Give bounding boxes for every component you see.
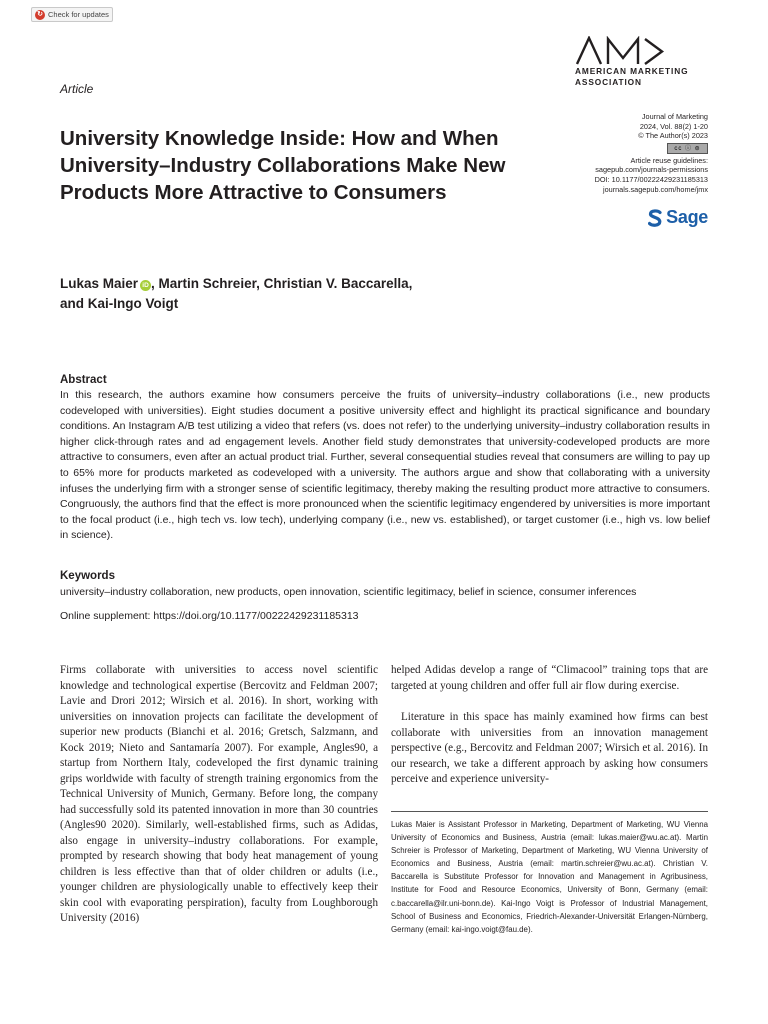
check-for-updates-button[interactable] bbox=[31, 7, 113, 22]
authors-rest-line1: , Martin Schreier, Christian V. Baccarella, bbox=[151, 276, 413, 291]
abstract-text: In this research, the authors examine how consumers perceive the fruits of university–industry collaborations (i.e., new products codeveloped with universities). Eight studies document a positive university effect and highlight its practical significance and boundary conditions. An Instagram A/B test utilizing a video that refers (vs. does not refer) to the underlying university–industry collaboration results in higher click-through rates and ad engagement levels. Another field study demonstrates that university-codeveloped products are more attractive to consumers, even after an actual product trial. Further, several consequential studies reveal that consumers are willing to pay up to 65% more for products marketed as codeveloped with a university. The authors argue and show that collaborating with a university infuses the underlying firm with a stronger sense of scientific legitimacy, thereby making the resulting product more attractive to consumers. Congruously, the authors find that the effect is more pronounced when the scientific legitimacy engendered by universities is more important to the focal product (i.e., high tech vs. low tech), underlying company (i.e., new vs. established), or target customer (i.e., high vs. low belief in science). bbox=[60, 389, 710, 542]
ama-name-line2: ASSOCIATION bbox=[575, 77, 642, 87]
body-right-paragraph-2: Literature in this space has mainly examined how firms can best collaborate with universities from an innovation management perspective (e.g., Bercovitz and Feldman 2007; Wirsich et al. 2016). In our research, we take a different approach by asking how consumers perceive and experience university- bbox=[391, 711, 708, 785]
author-list bbox=[60, 274, 530, 314]
article-title: University Knowledge Inside: How and When University–Industry Collaborations Make New Products More Attractive to Consumers bbox=[60, 127, 506, 204]
ama-name-line1: AMERICAN MARKETING bbox=[575, 66, 689, 76]
author-first[interactable]: Lukas Maier bbox=[60, 276, 139, 291]
ama-logo-mark-icon bbox=[575, 36, 665, 66]
journal-meta bbox=[528, 112, 708, 194]
ama-logo bbox=[575, 36, 710, 88]
online-supplement-link[interactable]: Online supplement: https://doi.org/10.1177/00222429231185313 bbox=[60, 610, 359, 622]
body-right-paragraph-1: helped Adidas develop a range of “Climacool” training tops that are targeted at young children and offer full air flow during exercise. bbox=[391, 664, 708, 692]
body-left-column: Firms collaborate with universities to access novel scientific knowledge and technological expertise (Bercovitz and Feldman 2007; Lavie and Drori 2012; Wirsich et al. 2016). In short, working with universities on innovation projects can facilitate the development of superior new products (Bianchi et al. 2016; Gretsch, Salzmann, and Kock 2019; Nieto and Santamaría 2007). For example, Angles90, a startup from Northern Italy, codeveloped the first dynamic training grips worldwide with faculty of strength training ergonomics from the Technical University of Munich, Germany. Before long, the company had successfully sold its patented innovation in more than 30 countries (Angles90 2020). Similarly, well-established firms, such as Adidas, also engage in university–industry collaborations. For example, prompted by research showing that body heat management of young children is less effective than that of older children or adults (i.e., younger children are physiologically unable to effectively keep their skin cool with evaporating perspiration), faculty from Loughborough University (2016) bbox=[60, 664, 378, 924]
journal-name: Journal of Marketing bbox=[641, 112, 708, 121]
cc-license-icon[interactable]: cc ⓘ ⊜ bbox=[667, 143, 708, 154]
doi-text[interactable]: DOI: 10.1177/00222429231185313 bbox=[594, 174, 708, 184]
orcid-icon[interactable]: iD bbox=[140, 280, 151, 291]
sage-logo bbox=[648, 207, 708, 228]
check-for-updates-label: Check for updates bbox=[48, 10, 109, 19]
abstract-heading: Abstract bbox=[60, 374, 107, 386]
sage-s-icon bbox=[648, 209, 662, 227]
author-affiliations-footnote: Lukas Maier is Assistant Professor in Marketing, Department of Marketing, WU Vienna University of Economics and Business, Austria (email: lukas.maier@wu.ac.at). Martin Schreier is Professor of Marketing, Department of Marketing, WU Vienna University of Economics and Business, Austria (email: martin.schreier@wu.ac.at). Christian V. Baccarella is Substitute Professor for Innovation and Management in Agribusiness, Institute for Food and Resource Economics, University of Bonn, Germany (email: c.baccarella@ilr.uni-bonn.de). Kai-Ingo Voigt is Professor of Industrial Management, School of Business and Economics, Friedrich-Alexander-Universität Erlangen-Nürnberg, Germany (email: kai-ingo.voigt@fau.de). bbox=[391, 820, 708, 934]
journal-volume: 2024, Vol. 88(2) 1-20 bbox=[639, 121, 708, 131]
reuse-guidelines-label: Article reuse guidelines: bbox=[630, 155, 708, 165]
keywords-heading: Keywords bbox=[60, 570, 115, 582]
authors-rest-line2: and Kai-Ingo Voigt bbox=[60, 296, 179, 311]
refresh-icon: ↻ bbox=[35, 10, 45, 20]
footnote-divider bbox=[391, 811, 708, 812]
journal-copyright: © The Author(s) 2023 bbox=[638, 131, 708, 141]
journal-home-link[interactable]: journals.sagepub.com/home/jmx bbox=[602, 184, 708, 194]
keywords-text: university–industry collaboration, new products, open innovation, scientific legitimacy, belief in science, consumer inferences bbox=[60, 586, 637, 598]
article-type: Article bbox=[60, 82, 94, 96]
license-badge-row bbox=[528, 141, 708, 156]
sage-wordmark: Sage bbox=[666, 207, 708, 227]
permissions-link[interactable]: sagepub.com/journals-permissions bbox=[595, 165, 708, 175]
